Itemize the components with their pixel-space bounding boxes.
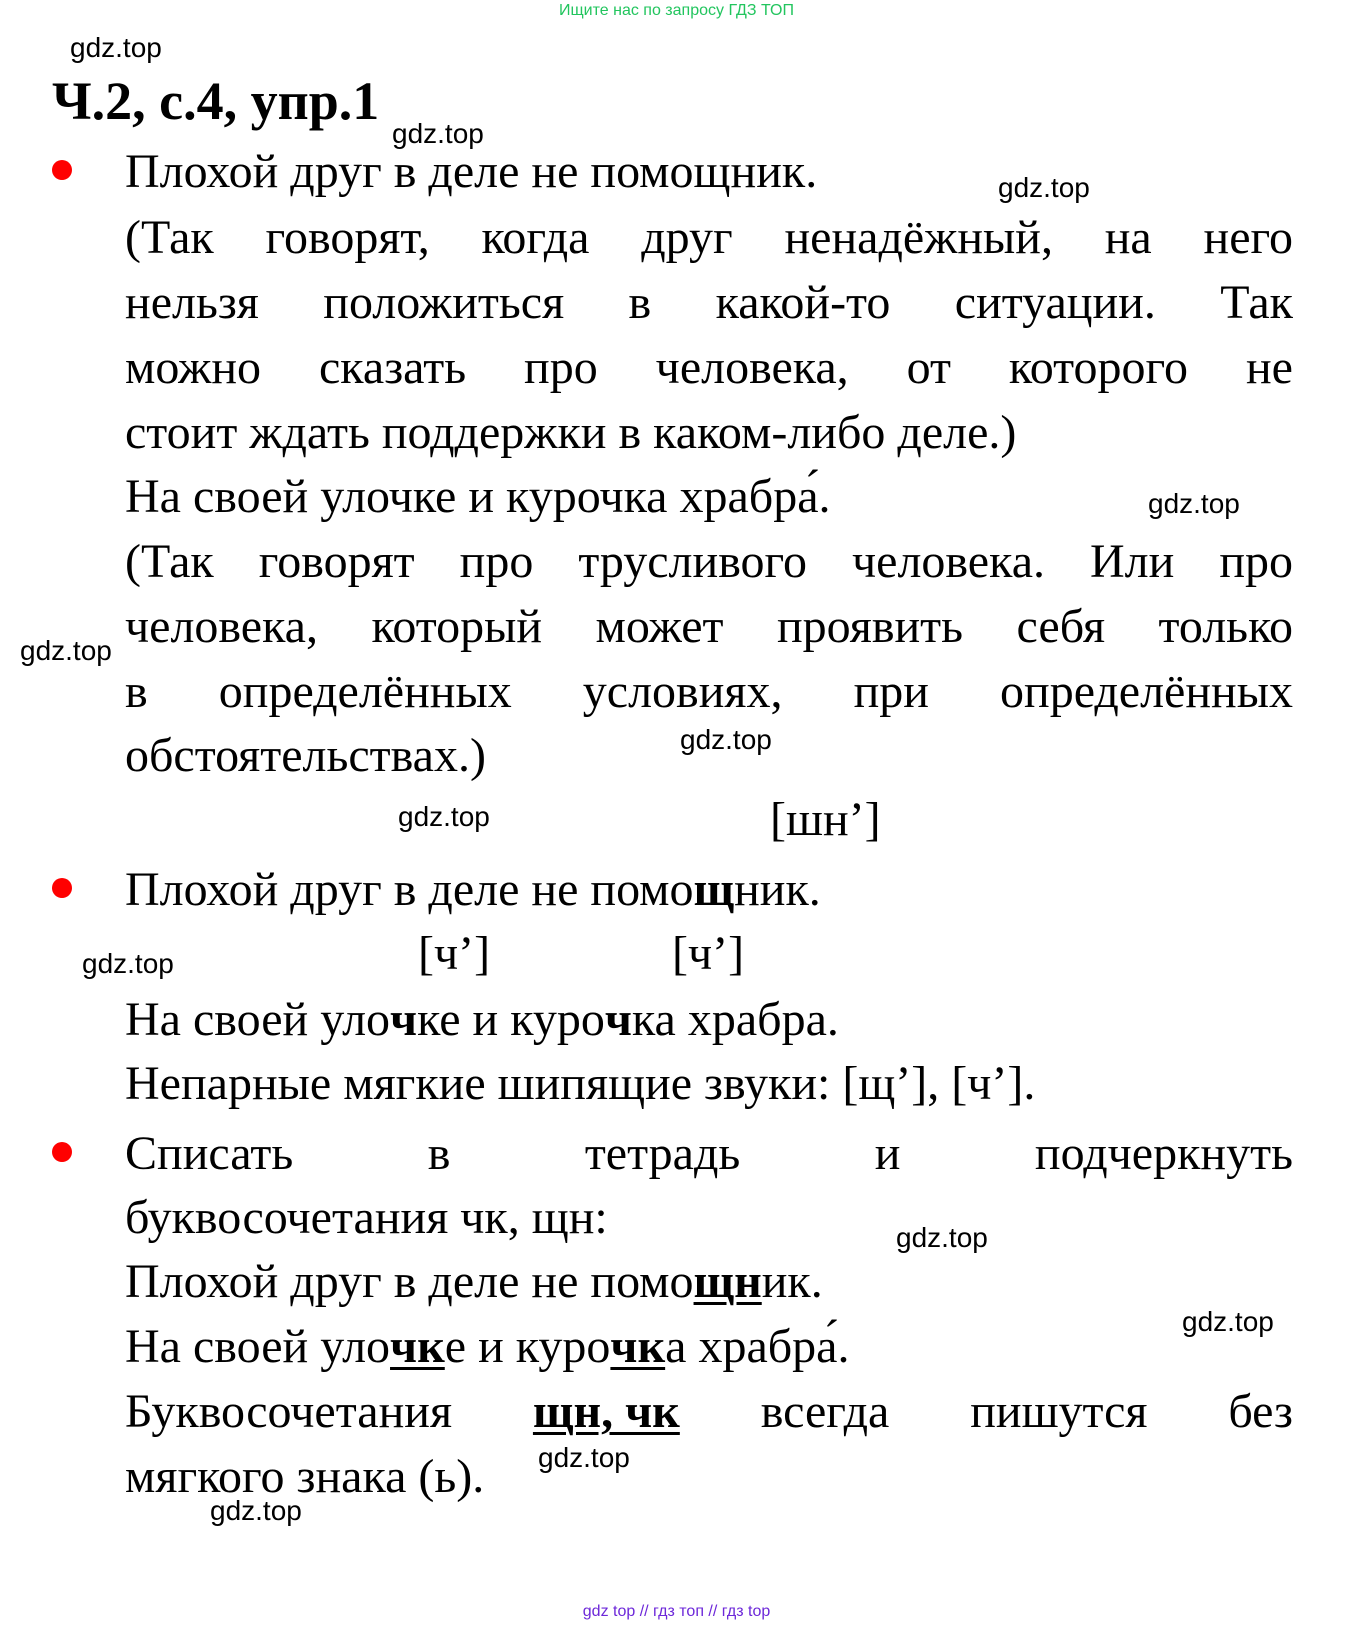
top-banner: Ищите нас по запросу ГДЗ ТОП (559, 2, 794, 19)
bottom-banner: gdz top // гдз топ // гдз top (582, 1603, 771, 1620)
proverb-line: На своей улочке и курочка храбра́. (125, 470, 831, 523)
example-line: Непарные мягкие шипящие звуки: [щ’], [ч’]. (125, 1057, 1036, 1110)
bullet-icon (52, 160, 72, 180)
watermark: gdz.top (1148, 488, 1240, 519)
explanation-line: стоит ждать поддержки в каком-либо деле.) (125, 406, 1017, 459)
watermark: gdz.top (70, 32, 162, 63)
watermark: gdz.top (20, 635, 112, 666)
answer-line: На своей улочке и курочка храбра́. (125, 1320, 850, 1373)
watermark: gdz.top (1182, 1306, 1274, 1337)
watermark: gdz.top (392, 118, 484, 149)
bullet-icon (52, 878, 72, 898)
watermark: gdz.top (896, 1222, 988, 1253)
watermark: gdz.top (680, 724, 772, 755)
task-line: Списать в тетрадь и подчеркнуть (125, 1127, 1293, 1180)
explanation-line: человека, который может проявить себя только (125, 600, 1293, 653)
transcription: [ч’] (672, 927, 745, 980)
explanation-line: (Так говорят, когда друг ненадёжный, на него (125, 211, 1293, 264)
watermark: gdz.top (82, 948, 174, 979)
example-line: Плохой друг в деле не помощник. (125, 863, 821, 916)
explanation-line: можно сказать про человека, от которого не (125, 341, 1293, 394)
explanation-line: (Так говорят про трусливого человека. Или про (125, 535, 1293, 588)
example-line: На своей улочке и курочка храбра. (125, 993, 839, 1046)
rule-line: Буквосочетания щн, чк всегда пишутся без (125, 1385, 1293, 1438)
transcription: [шн’] (770, 793, 881, 846)
watermark: gdz.top (210, 1495, 302, 1526)
transcription: [ч’] (418, 927, 491, 980)
explanation-line: в определённых условиях, при определённых (125, 665, 1293, 718)
bullet-icon (52, 1142, 72, 1162)
proverb-line: Плохой друг в деле не помощник. (125, 145, 818, 198)
rule-line: мягкого знака (ь). (125, 1450, 485, 1503)
answer-line: Плохой друг в деле не помощник. (125, 1255, 823, 1308)
watermark: gdz.top (538, 1442, 630, 1473)
page-title: Ч.2, с.4, упр.1 (52, 71, 380, 131)
explanation-line: нельзя положиться в какой-то ситуации. Так (125, 276, 1293, 329)
watermark: gdz.top (398, 801, 490, 832)
watermark: gdz.top (998, 172, 1090, 203)
task-line: буквосочетания чк, щн: (125, 1191, 608, 1244)
explanation-line: обстоятельствах.) (125, 729, 486, 782)
